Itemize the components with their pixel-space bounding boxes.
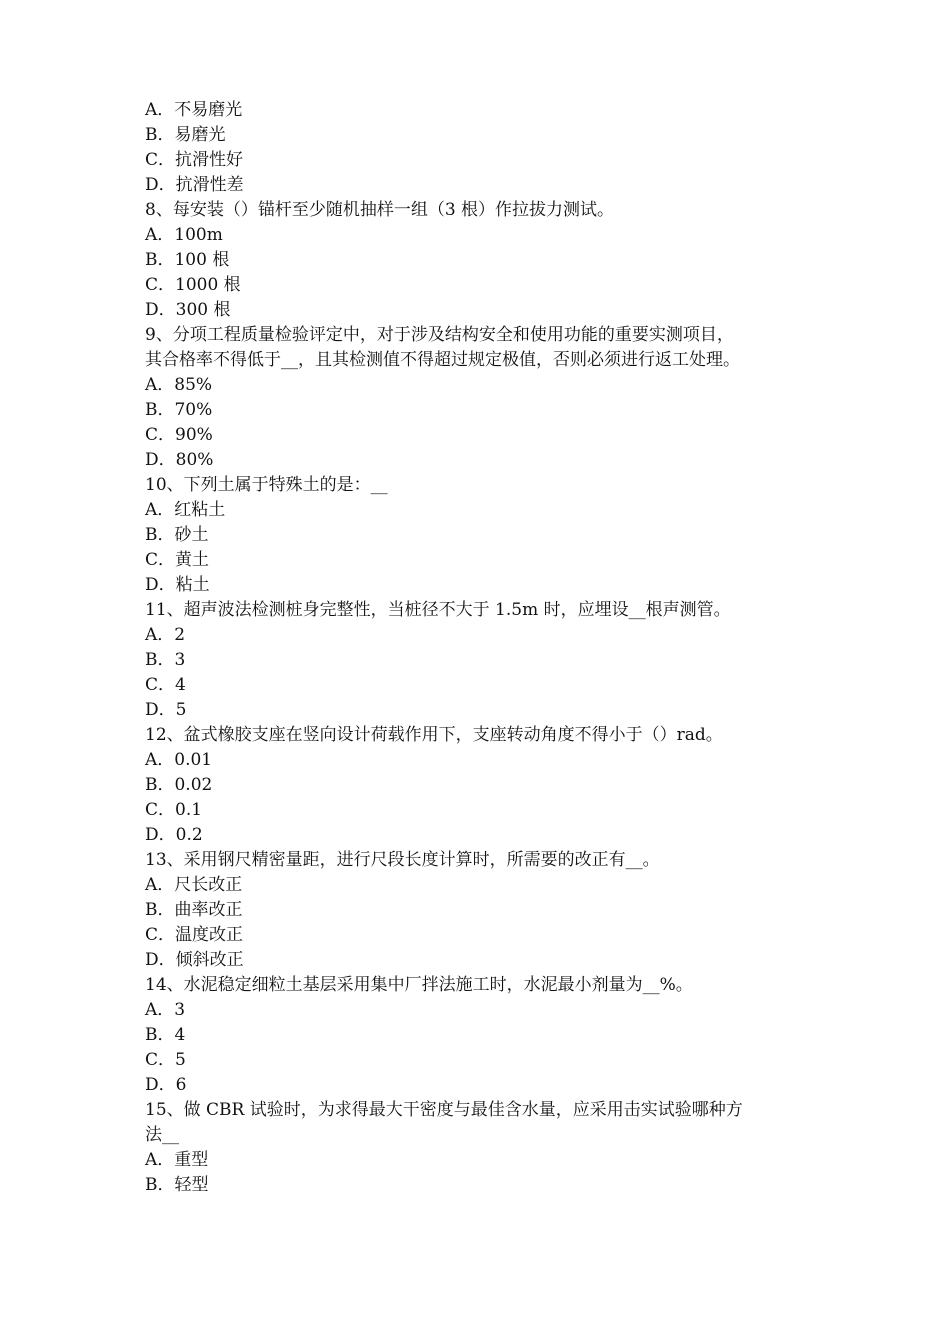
answer-option: B．曲率改正 [145,900,243,920]
question-list [145,98,825,1198]
answer-option: A．2 [145,625,186,645]
question-text: 10、下列土属于特殊土的是：__ [145,475,388,495]
answer-option: A．重型 [145,1150,209,1170]
answer-option: B．4 [145,1025,186,1045]
answer-option: C．90% [145,425,213,445]
answer-option: A．不易磨光 [145,100,243,120]
answer-option: D．6 [145,1075,187,1095]
answer-option: D．抗滑性差 [145,175,244,195]
answer-option: C．黄土 [145,550,210,570]
answer-option: D．5 [145,700,187,720]
answer-option: B．轻型 [145,1175,209,1195]
answer-option: D．0.2 [145,825,203,845]
question-text: 13、采用钢尺精密量距，进行尺段长度计算时，所需要的改正有__。 [145,850,660,870]
answer-option: D．倾斜改正 [145,950,244,970]
answer-option: A．100m [145,225,223,245]
question-text: 15、做 CBR 试验时，为求得最大干密度与最佳含水量，应采用击实试验哪种方 [145,1100,743,1120]
answer-option: B．70% [145,400,213,420]
question-text: 11、超声波法检测桩身完整性，当桩径不大于 1.5m 时，应埋设__根声测管。 [145,600,731,620]
answer-option: A．3 [145,1000,186,1020]
question-text: 8、每安装（）锚杆至少随机抽样一组（3 根）作拉拔力测试。 [145,200,615,220]
answer-option: A．0.01 [145,750,213,770]
answer-option: A．85% [145,375,213,395]
answer-option: C．5 [145,1050,186,1070]
answer-option: B．100 根 [145,250,230,270]
answer-option: B．3 [145,650,186,670]
answer-option: B．易磨光 [145,125,226,145]
question-text: 9、分项工程质量检验评定中，对于涉及结构安全和使用功能的重要实测项目， [145,325,734,345]
answer-option: C．0.1 [145,800,203,820]
answer-option: A．红粘土 [145,500,226,520]
question-text: 14、水泥稳定细粒土基层采用集中厂拌法施工时，水泥最小剂量为__%。 [145,975,693,995]
answer-option: D．300 根 [145,300,231,320]
question-text: 法__ [145,1125,179,1145]
answer-option: D．80% [145,450,214,470]
answer-option: C．1000 根 [145,275,241,295]
answer-option: C．温度改正 [145,925,244,945]
answer-option: A．尺长改正 [145,875,243,895]
answer-option: D．粘土 [145,575,210,595]
answer-option: C．抗滑性好 [145,150,244,170]
question-text: 其合格率不得低于__，且其检测值不得超过规定极值，否则必须进行返工处理。 [145,350,740,370]
answer-option: B．砂土 [145,525,209,545]
answer-option: B．0.02 [145,775,213,795]
answer-option: C．4 [145,675,186,695]
question-text: 12、盆式橡胶支座在竖向设计荷载作用下，支座转动角度不得小于（）rad。 [145,725,723,745]
